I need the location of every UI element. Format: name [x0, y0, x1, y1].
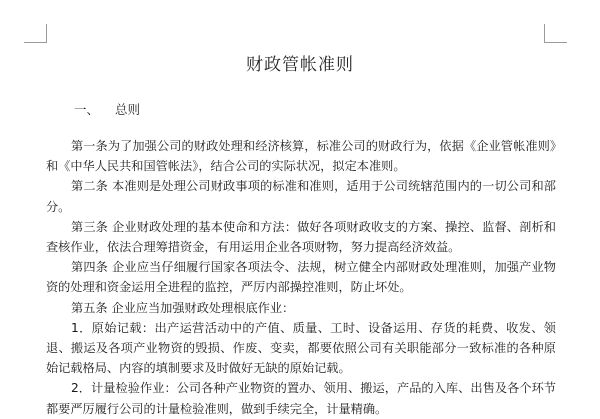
paragraph: 第五条 企业应当加强财政处理根底作业：	[71, 300, 295, 315]
paragraph: 第三条 企业财政处理的基本使命和方法：做好各项财政收支的方案、操控、监督、剖析和查核作业，依法合理筹措资金，有用运用企业各项财物，努力提高经济效益。	[46, 219, 556, 255]
crop-mark-top-left	[24, 24, 47, 43]
document-body	[46, 136, 556, 419]
paragraph: 第一条为了加强公司的财政处理和经济核算，标准公司的财政行为，依据《企业管帐准则》和《中华人民共和国管帐法》，结合公司的实际状况，拟定本准则。	[46, 139, 556, 174]
paragraph: 2．计量检验作业：公司各种产业物资的置办、领用、搬运，产品的入库、出售及各个环节都要严厉履行公司的计量检验准则，做到手续完全，计量精确。	[46, 381, 556, 416]
document-title: 财政管帐准则	[246, 55, 354, 75]
crop-mark-top-right	[544, 24, 567, 43]
paragraph: 第二条 本准则是处理公司财政事项的标准和准则，适用于公司统辖范围内的一切公司和部分。	[46, 179, 556, 214]
section-heading-text: 总则	[115, 102, 141, 117]
section-heading	[74, 100, 140, 118]
section-number: 一、	[74, 102, 100, 117]
paragraph: 第四条 企业应当仔细履行国家各项法令、法规，树立健全内部财政处理准则，加强产业物资的处理和资金运用全进程的监控，严厉内部操控准则，防止坏处。	[46, 260, 556, 295]
paragraph: 1．原始记载：出产运营活动中的产值、质量、工时、设备运用、存货的耗费、收发、领退、搬运及各项产业物资的毁损、作废、变卖，都要依照公司有关职能部分一致标准的各种原始记载格局、内容的填制要求及时做好无缺的原始记载。	[46, 320, 556, 376]
